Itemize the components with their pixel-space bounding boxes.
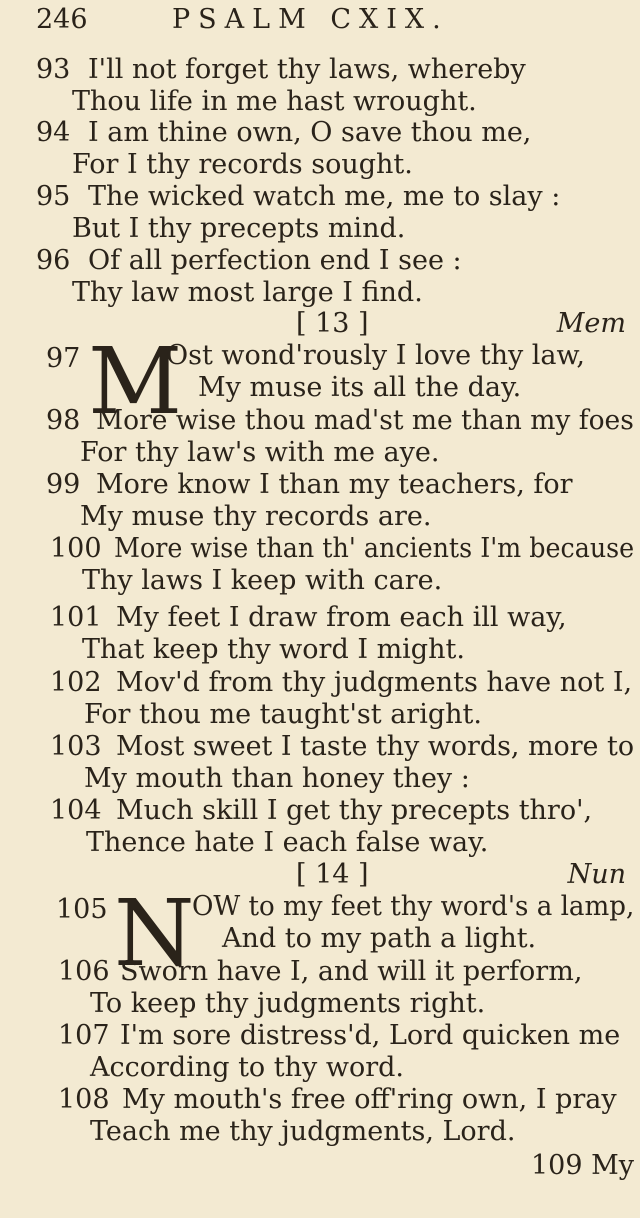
verse-line: According to thy word. [90,1052,404,1083]
verse-line: Thence hate I each false way. [86,827,489,858]
verse-line: Much skill I get thy precepts thro', [116,795,593,826]
verse-line: But I thy precepts mind. [72,213,406,244]
verse-line: Thou life in me hast wrought. [72,86,477,117]
verse-number: 93 [36,54,71,85]
verse-line: More know I than my teachers, for [96,469,573,500]
verse-line: My feet I draw from each ill way, [116,602,567,633]
verse-number: 96 [36,245,71,276]
verse-line: For I thy records sought. [72,149,413,180]
verse-line: More wise than th' ancients I'm because [114,533,635,564]
verse-line: OW to my feet thy word's a lamp, [192,891,635,922]
verse-line: That keep thy word I might. [82,634,465,665]
verse-line: Thy laws I keep with care. [82,565,443,596]
verse-line: To keep thy judgments right. [90,988,486,1019]
section-mark: [ 13 ] [296,308,369,339]
verse-number: 104 [50,795,102,826]
catchword: 109 My [530,1150,634,1181]
running-head: PSALM CXIX. [172,4,449,35]
verse-number: 108 [58,1084,110,1115]
verse-line: I am thine own, O save thou me, [88,117,532,148]
verse-line: Most sweet I taste thy words, more to [116,731,635,762]
verse-line: My mouth's free off'ring own, I pray [122,1084,617,1115]
verse-line: I'm sore distress'd, Lord quicken me [120,1020,621,1051]
verse-line: Ost wond'rously I love thy law, [166,340,586,371]
verse-line: My muse its all the day. [198,372,522,403]
verse-number: 95 [36,181,71,212]
verse-number: 99 [46,469,81,500]
verse-number: 94 [36,117,71,148]
verse-line: Of all perfection end I see : [88,245,462,276]
verse-number: 97 [46,343,81,374]
verse-line: Teach me thy judgments, Lord. [90,1116,516,1147]
section-name: Nun [567,859,626,890]
verse-line: Thy law most large I find. [72,277,423,308]
section-name: Mem [556,308,626,339]
verse-number: 105 [56,894,108,925]
verse-line: More wise thou mad'st me than my foes [96,405,634,436]
section-mark: [ 14 ] [296,859,369,890]
verse-number: 103 [50,731,102,762]
verse-line: Sworn have I, and will it perform, [120,956,583,987]
verse-number: 106 [58,956,110,987]
verse-line: For thou me taught'st aright. [84,699,482,730]
verse-line: I'll not forget thy laws, whereby [88,54,526,85]
verse-line: The wicked watch me, me to slay : [88,181,561,212]
verse-number: 100 [50,533,102,564]
drop-cap: M [88,328,183,435]
verse-line: My muse thy records are. [80,501,432,532]
verse-line: For thy law's with me aye. [80,437,440,468]
verse-line: My mouth than honey they : [84,763,470,794]
verse-number: 101 [50,602,102,633]
verse-number: 98 [46,405,81,436]
page-header [0,4,640,44]
verse-line: And to my path a light. [222,923,537,954]
verse-number: 107 [58,1020,110,1051]
drop-cap: N [114,880,195,987]
verse-number: 102 [50,667,102,698]
page-number: 246 [36,4,88,35]
verse-line: Mov'd from thy judgments have not I, [116,667,633,698]
